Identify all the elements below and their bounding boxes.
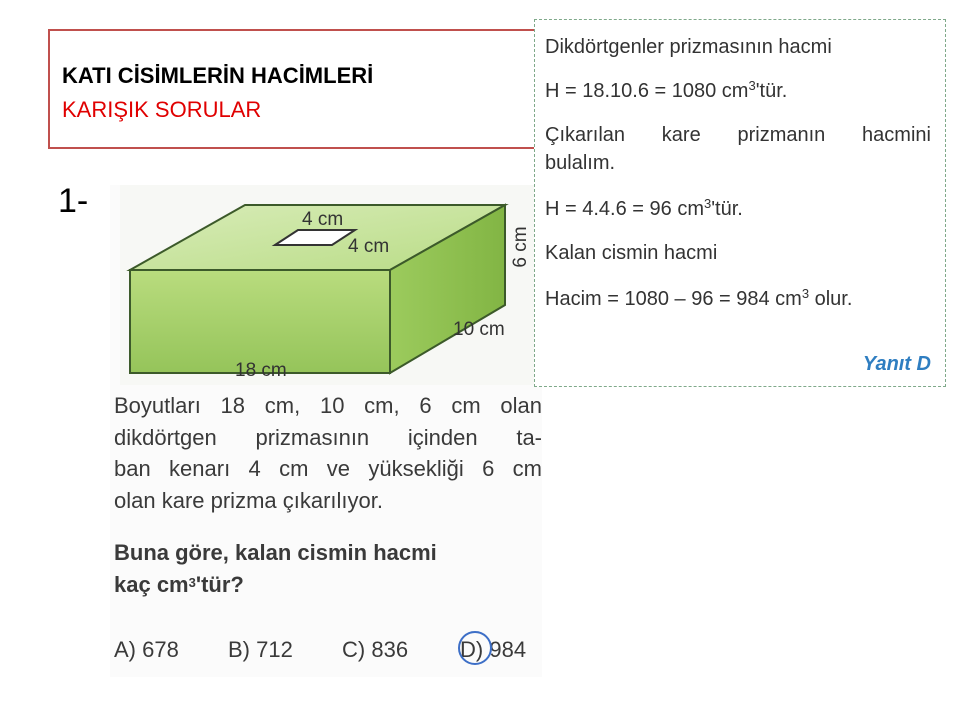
option-c[interactable]: C) 836 [342,637,409,662]
answer-label: Yanıt D [862,353,931,375]
prompt-line: kaç $cm^3'tür$? [114,572,244,597]
solution-line: H = 18.10.6 = 1080 $cm^3'tür$. [545,78,788,102]
option-d[interactable]: D) 984 [460,637,527,662]
solution-line: H = 4.4.6 = 96 $cm^3'tür$. [545,196,743,220]
option-a[interactable]: A) 678 [114,637,179,662]
slide-title-box [48,29,538,149]
prompt-line: Buna göre, kalan cismin hacmi [114,540,437,565]
question-line: dikdörtgen prizmasının içinden ta- [114,424,542,450]
question-number: 1- [58,182,89,220]
label-height: 6 cm [510,226,531,268]
slide-subtitle: KARIŞIK SORULAR [62,97,262,122]
label-depth: 10 cm [453,319,505,340]
solution-panel [534,19,946,387]
prism-diagram [120,185,538,385]
prism-front-face [130,270,390,373]
question-card [110,185,542,677]
solution-line: Çıkarılan kare prizmanın hacmini [545,124,931,146]
solution-line: Dikdörtgenler prizmasının hacmi [545,36,832,58]
prism-figure [120,185,538,385]
selected-option-circle [458,631,492,665]
solution-line: bulalım. [545,152,616,174]
option-b[interactable]: B) 712 [228,637,293,662]
question-line: olan kare prizma çıkarılıyor. [114,487,383,513]
question-text [114,390,542,516]
label-hole-depth: 4 cm [348,236,390,257]
answer-options [114,637,544,671]
solution-line: Hacim = 1080 – 96 = 984 $cm^3$ olur. [545,286,853,310]
question-prompt [114,537,542,601]
label-hole-width: 4 cm [302,209,344,230]
question-line: Boyutları 18 cm, 10 cm, 6 cm olan [114,393,542,418]
label-length: 18 cm [235,360,287,381]
solution-line: Kalan cismin hacmi [545,242,718,264]
question-line: ban kenarı 4 cm ve yüksekliği 6 cm [114,456,542,481]
slide-title: KATI CİSİMLERİN HACİMLERİ [62,63,374,88]
